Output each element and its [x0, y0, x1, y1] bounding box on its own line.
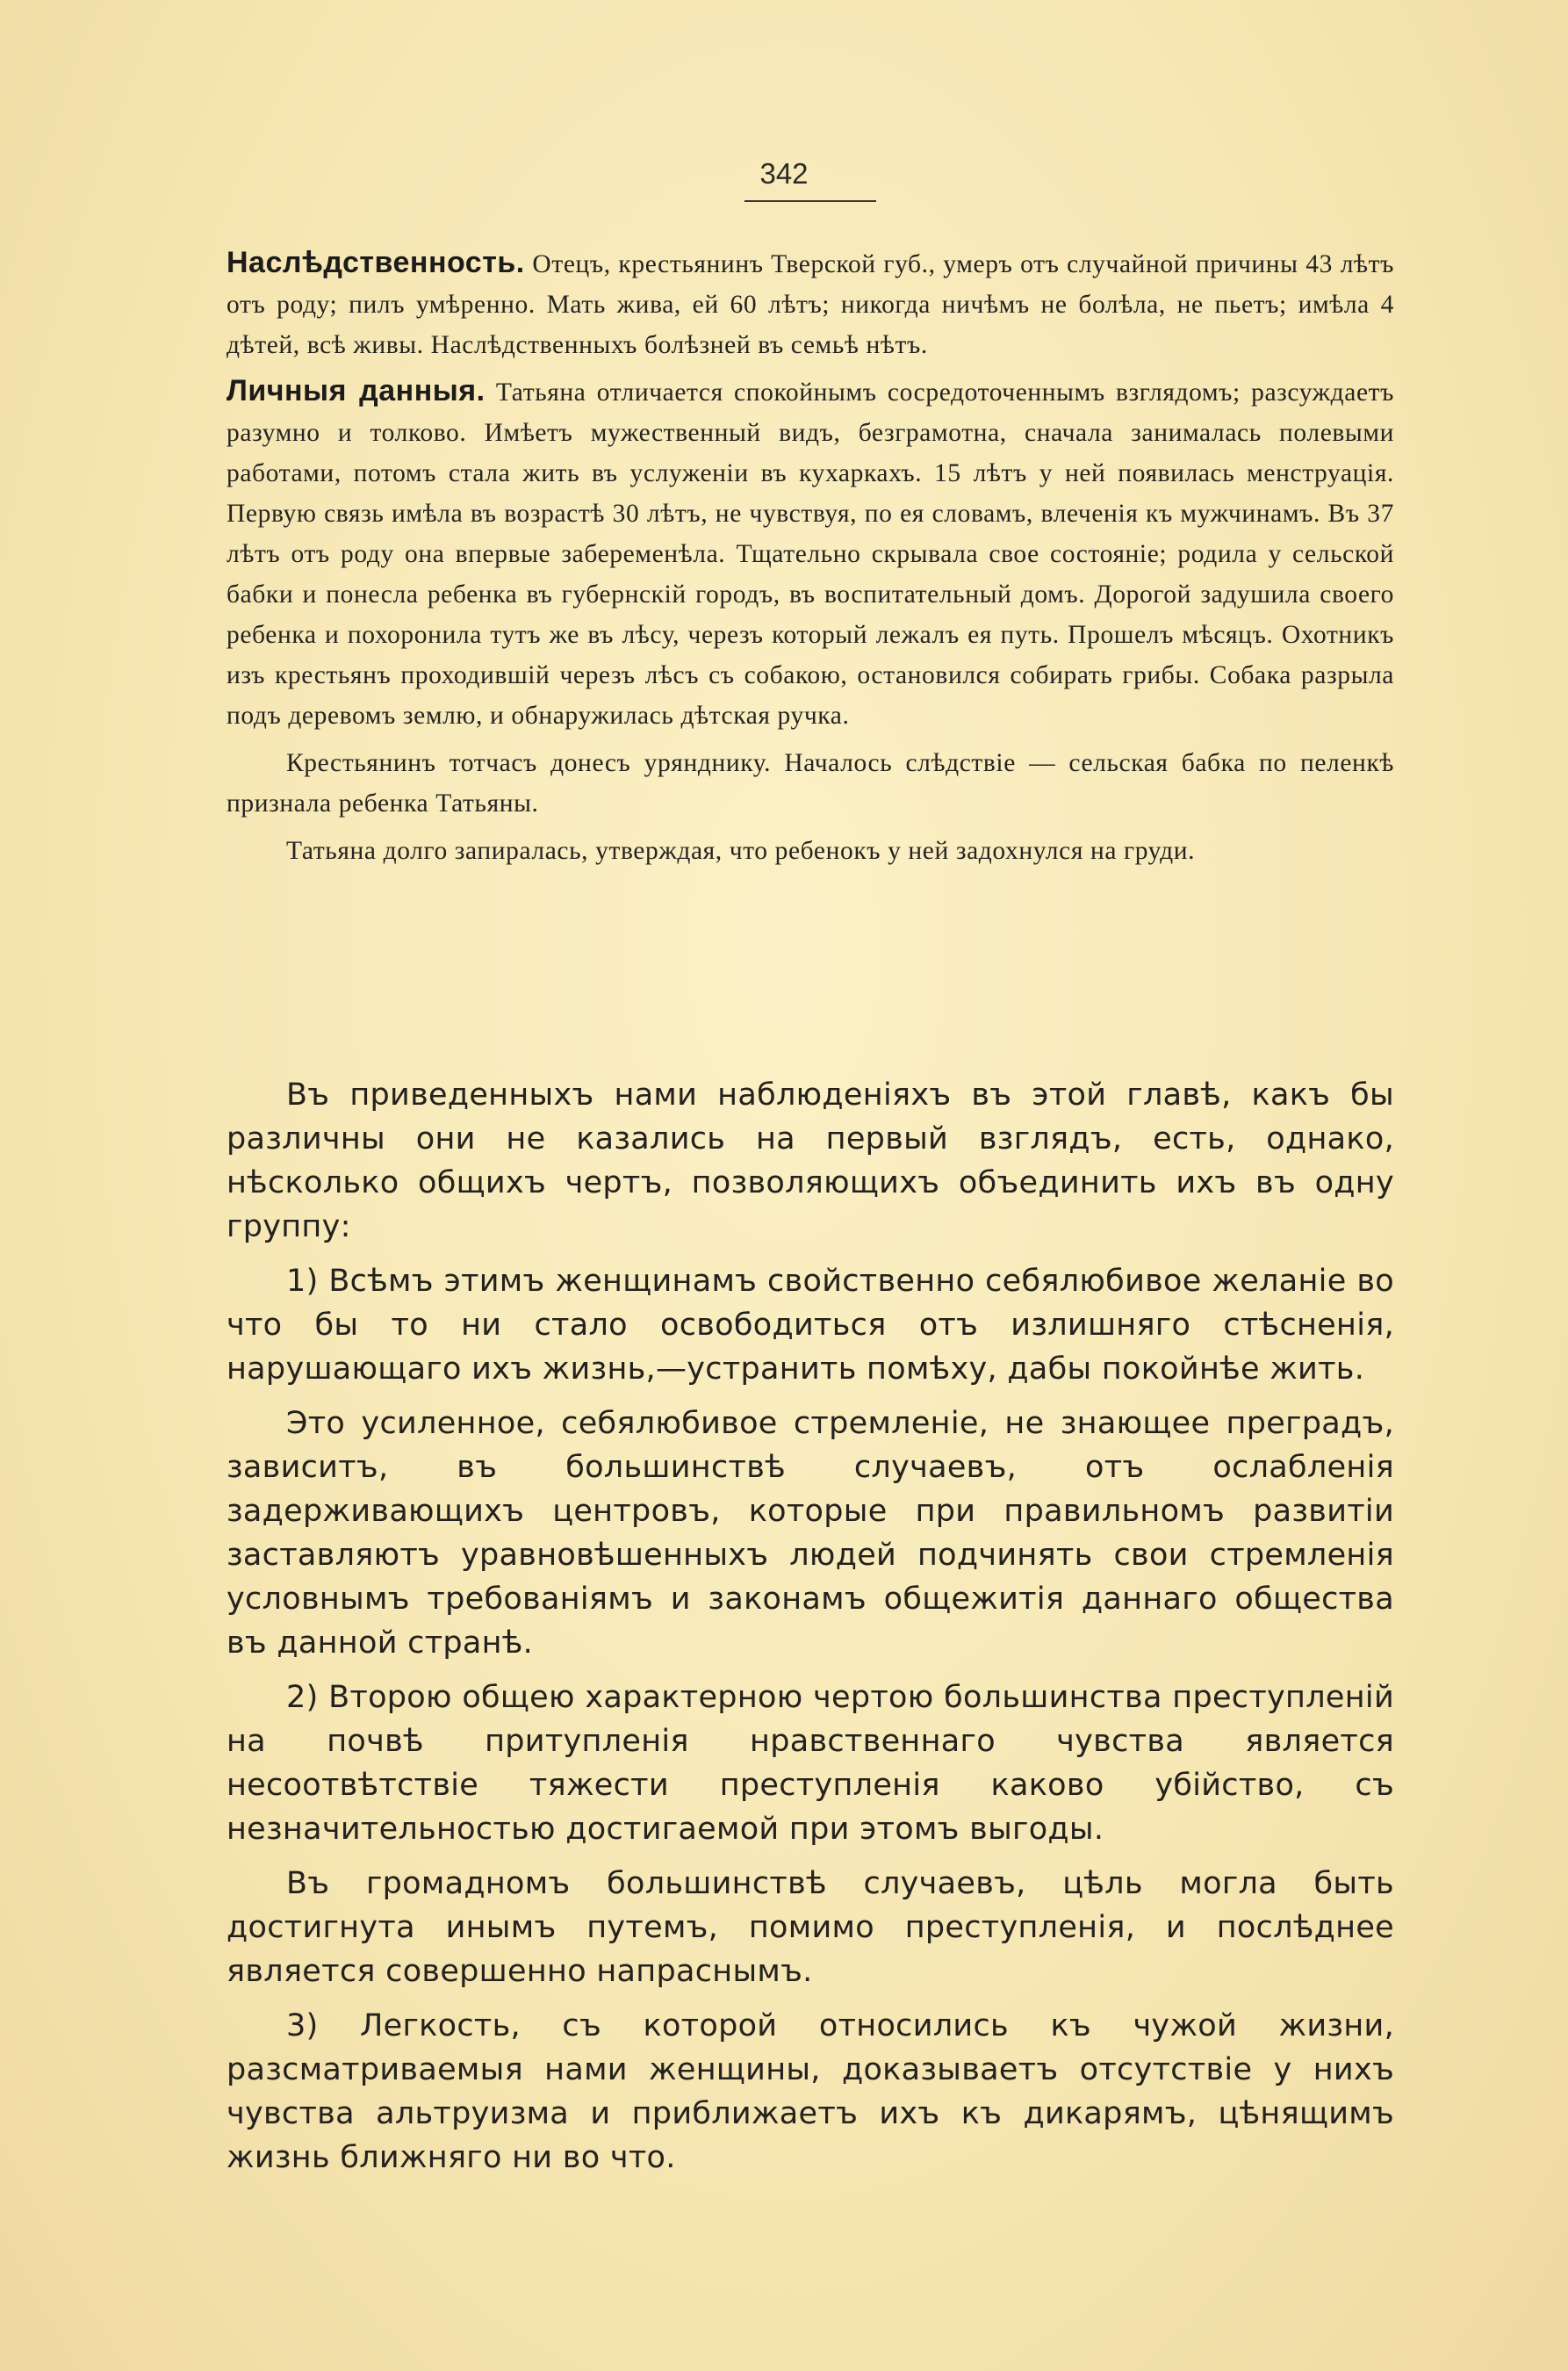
investigation-paragraph: Крестьянинъ тотчасъ донесъ урянднику. Началось слѣдствіе — сельская бабка по пеленкѣ признала ребенка Татьяны. — [227, 749, 1394, 818]
conclusion-paragraph: Въ громадномъ большинствѣ случаевъ, цѣль могла быть достигнута инымъ путемъ, помимо преступленія, и послѣднее является совершенно напраснымъ. — [227, 1866, 1394, 1989]
conclusion-paragraph: Въ приведенныхъ нами наблюденіяхъ въ этой главѣ, какъ бы различны они не казались на первый взглядъ, есть, однако, нѣсколько общихъ чертъ, позволяющихъ объединить ихъ въ одну группу: — [227, 1077, 1394, 1244]
page-number: 342 — [759, 157, 809, 190]
conclusion-paragraph: 2) Второю общею характерною чертою большинства преступленій на почвѣ притупленія нравственнаго чувства является несоотвѣтствіе тяжести преступленія каково убійство, съ незначительностью достигаемой при этомъ выгоды. — [227, 1680, 1394, 1847]
heredity-paragraph — [227, 242, 1394, 365]
conclusion-paragraph: 3) Легкость, съ которой относились къ чужой жизни, разсматриваемыя нами женщины, доказываетъ отсутствіе у нихъ чувства альтруизма и приближаетъ ихъ къ дикарямъ, цѣнящимъ жизнь ближняго ни во что. — [227, 2008, 1394, 2175]
conclusion-paragraph: Это усиленное, себялюбивое стремленіе, не знающее преградъ, зависитъ, въ большинствѣ случаевъ, отъ ослабленія задерживающихъ центровъ, которые при правильномъ развитіи заставляютъ уравновѣшенныхъ людей подчинять свои стремленія условнымъ требованіямъ и законамъ общежитія даннаго общества въ данной странѣ. — [227, 1406, 1394, 1661]
case-history — [227, 242, 1394, 876]
conclusion-paragraph: 1) Всѣмъ этимъ женщинамъ свойственно себялюбивое желаніе во что бы то ни стало освободиться отъ излишняго стѣсненія, нарушающаго ихъ жизнь,—устранить помѣху, дабы покойнѣе жить. — [227, 1264, 1394, 1387]
personal-data-heading: Личныя данныя. — [227, 374, 486, 407]
header-rule — [744, 200, 876, 202]
personal-data-text: Татьяна отличается спокойнымъ сосредоточеннымъ взглядомъ; разсуждаетъ разумно и толково. Имѣетъ мужественный видъ, безграмотна, сначала занималась полевыми работами, потомъ стала жить въ услуженіи въ кухаркахъ. 15 лѣтъ у ней появилась менструація. Первую связь имѣла въ возрастѣ 30 лѣтъ, не чувствуя, по ея словамъ, влеченія къ мужчинамъ. Въ 37 лѣтъ отъ роду она впервые забеременѣла. Тщательно скрывала свое состояніе; родила у сельской бабки и понесла ребенка въ губернскій городъ, въ воспитательный домъ. Дорогой задушила своего ребенка и похоронила тутъ же въ лѣсу, черезъ который лежалъ ея путь. Прошелъ мѣсяцъ. Охотникъ изъ крестьянъ проходившій черезъ лѣсъ съ собакою, остановился собирать грибы. Собака разрыла подъ деревомъ землю, и обнаружилась дѣтская ручка. — [227, 378, 1394, 730]
heredity-heading: Наслѣдственность. — [227, 246, 525, 279]
heredity-text: Отецъ, крестьянинъ Тверской губ., умеръ отъ случайной причины 43 лѣтъ отъ роду; пилъ умѣренно. Мать жива, ей 60 лѣтъ; никогда ничѣмъ не болѣла, не пьетъ; имѣла 4 дѣтей, всѣ живы. Наслѣдственныхъ болѣзней въ семьѣ нѣтъ. — [227, 250, 1394, 359]
personal-data-paragraph — [227, 371, 1394, 736]
denial-paragraph: Татьяна долго запиралась, утверждая, что ребенокъ у ней задохнулся на груди. — [286, 837, 1196, 865]
chapter-conclusions — [227, 1073, 1394, 2190]
